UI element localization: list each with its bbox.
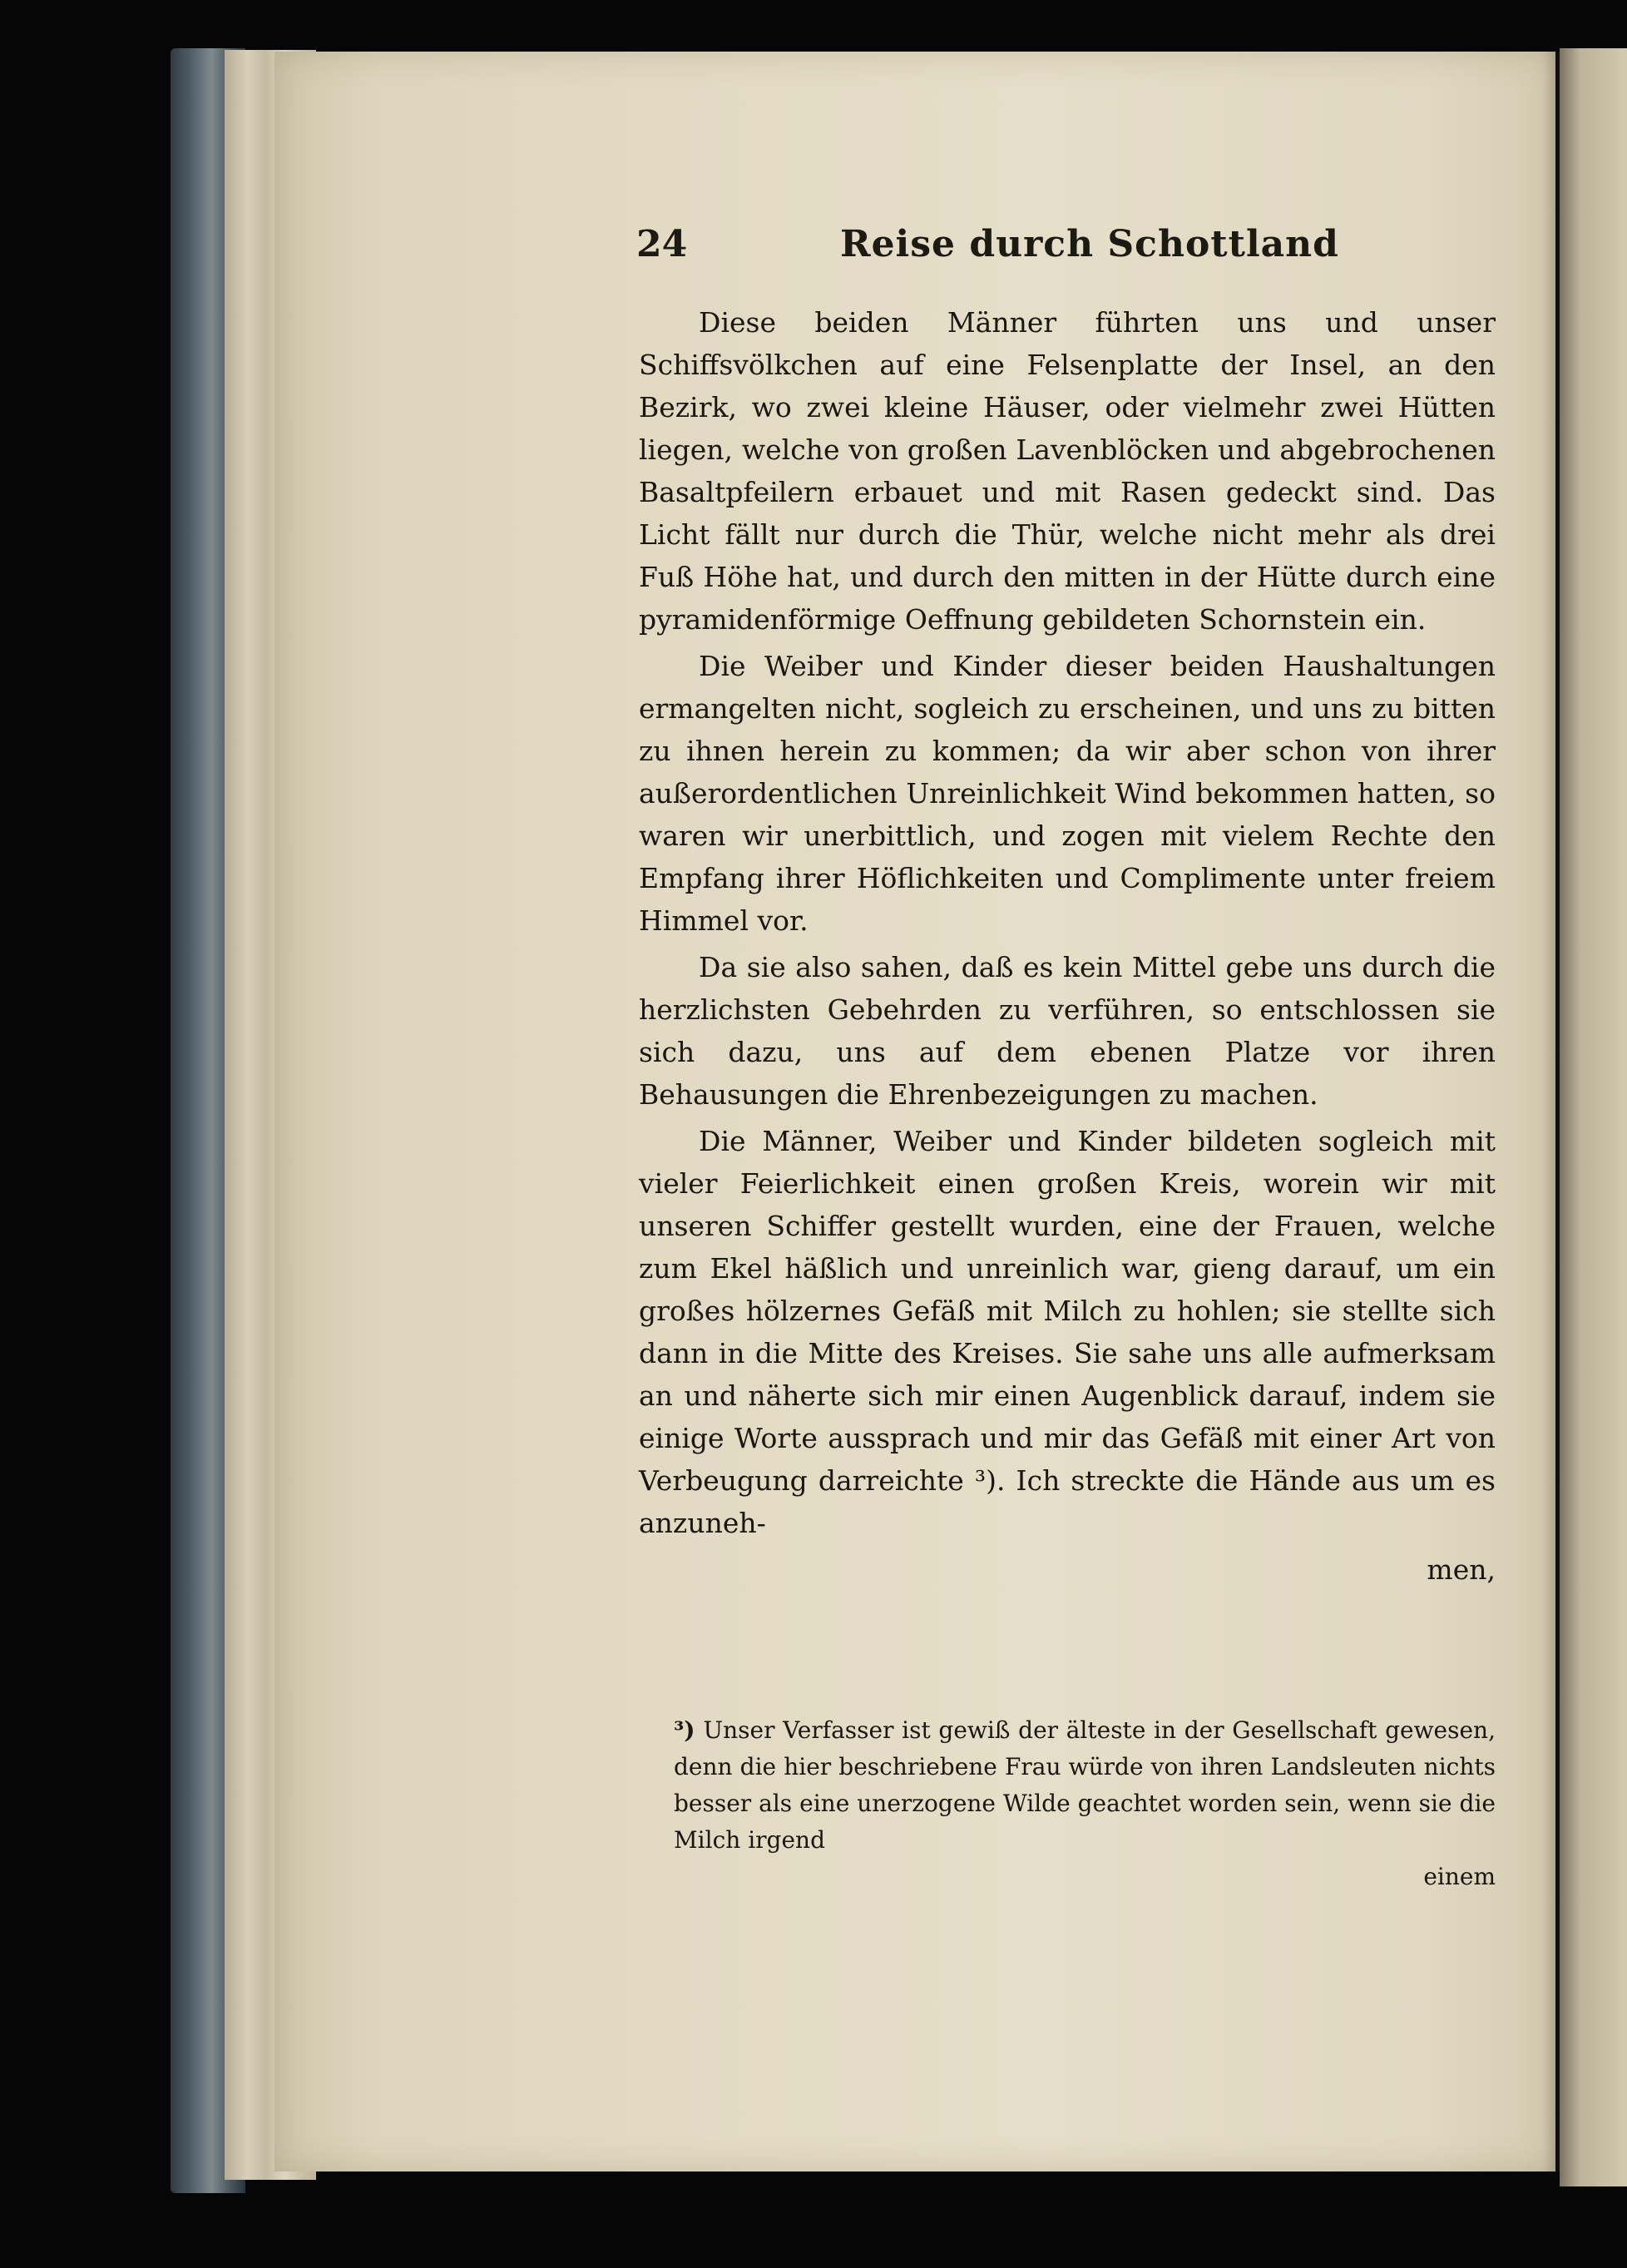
running-head xyxy=(636,223,1485,281)
footnote-text: Unser Verfasser ist gewiß der älteste in der Gesellschaft gewesen, denn die hier beschriebene Frau würde von ihren Landsleuten nichts besser als eine unerzogene Wilde geachtet worden sein, wenn sie die Milch irgend xyxy=(674,1716,1496,1854)
paragraph-4: Die Männer, Weiber und Kinder bildeten sogleich mit vieler Feierlichkeit einen großen Kreis, worein wir mit unseren Schiffer gestellt wurden, eine der Frauen, welche zum Ekel häßlich und unreinlich war, gieng darauf, um ein großes hölzernes Gefäß mit Milch zu hohlen; sie stellte sich dann in die Mitte des Kreises. Sie sahe uns alle aufmerksam an und näherte sich mir einen Augenblick darauf, indem sie einige Worte aussprach und mir das Gefäß mit einer Art von Verbeugung darreichte ³). Ich streckte die Hände aus um es anzuneh- xyxy=(639,1125,1496,1539)
footnote xyxy=(674,1712,1496,1895)
body-text xyxy=(639,301,1496,1591)
facing-page-sliver xyxy=(1560,48,1627,2186)
page-number: 24 xyxy=(636,223,688,265)
footnote-marker: ³) xyxy=(674,1716,695,1744)
paragraph-1: Diese beiden Männer führten uns und unser Schiffsvölkchen auf eine Felsenplatte der Insel, an den Bezirk, wo zwei kleine Häuser, oder vielmehr zwei Hütten liegen, welche von großen Lavenblöcken und abgebrochenen Basaltpfeilern erbauet und mit Rasen gedeckt sind. Das Licht fällt nur durch die Thür, welche nicht mehr als drei Fuß Höhe hat, und durch den mitten in der Hütte durch eine pyramidenförmige Oeffnung gebildeten Schornstein ein. xyxy=(639,306,1496,636)
footnote-body xyxy=(674,1712,1496,1859)
paragraph-2: Die Weiber und Kinder dieser beiden Haushaltungen ermangelten nicht, sogleich zu erscheinen, und uns zu bitten zu ihnen herein zu kommen; da wir aber schon von ihrer außerordentlichen Unreinlichkeit Wind bekommen hatten, so waren wir unerbittlich, und zogen mit vielem Rechte den Empfang ihrer Höflichkeiten und Complimente unter freiem Himmel vor. xyxy=(639,650,1496,937)
running-head-title: Reise durch Schottland xyxy=(840,223,1339,265)
catchword: einem xyxy=(1423,1863,1496,1890)
paragraph-continuation: men, xyxy=(1427,1553,1496,1586)
paragraph-3: Da sie also sahen, daß es kein Mittel gebe uns durch die herzlichsten Gebehrden zu verführen, so entschlossen sie sich dazu, uns auf dem ebenen Platze vor ihren Behausungen die Ehrenbezeigungen zu machen. xyxy=(639,951,1496,1111)
